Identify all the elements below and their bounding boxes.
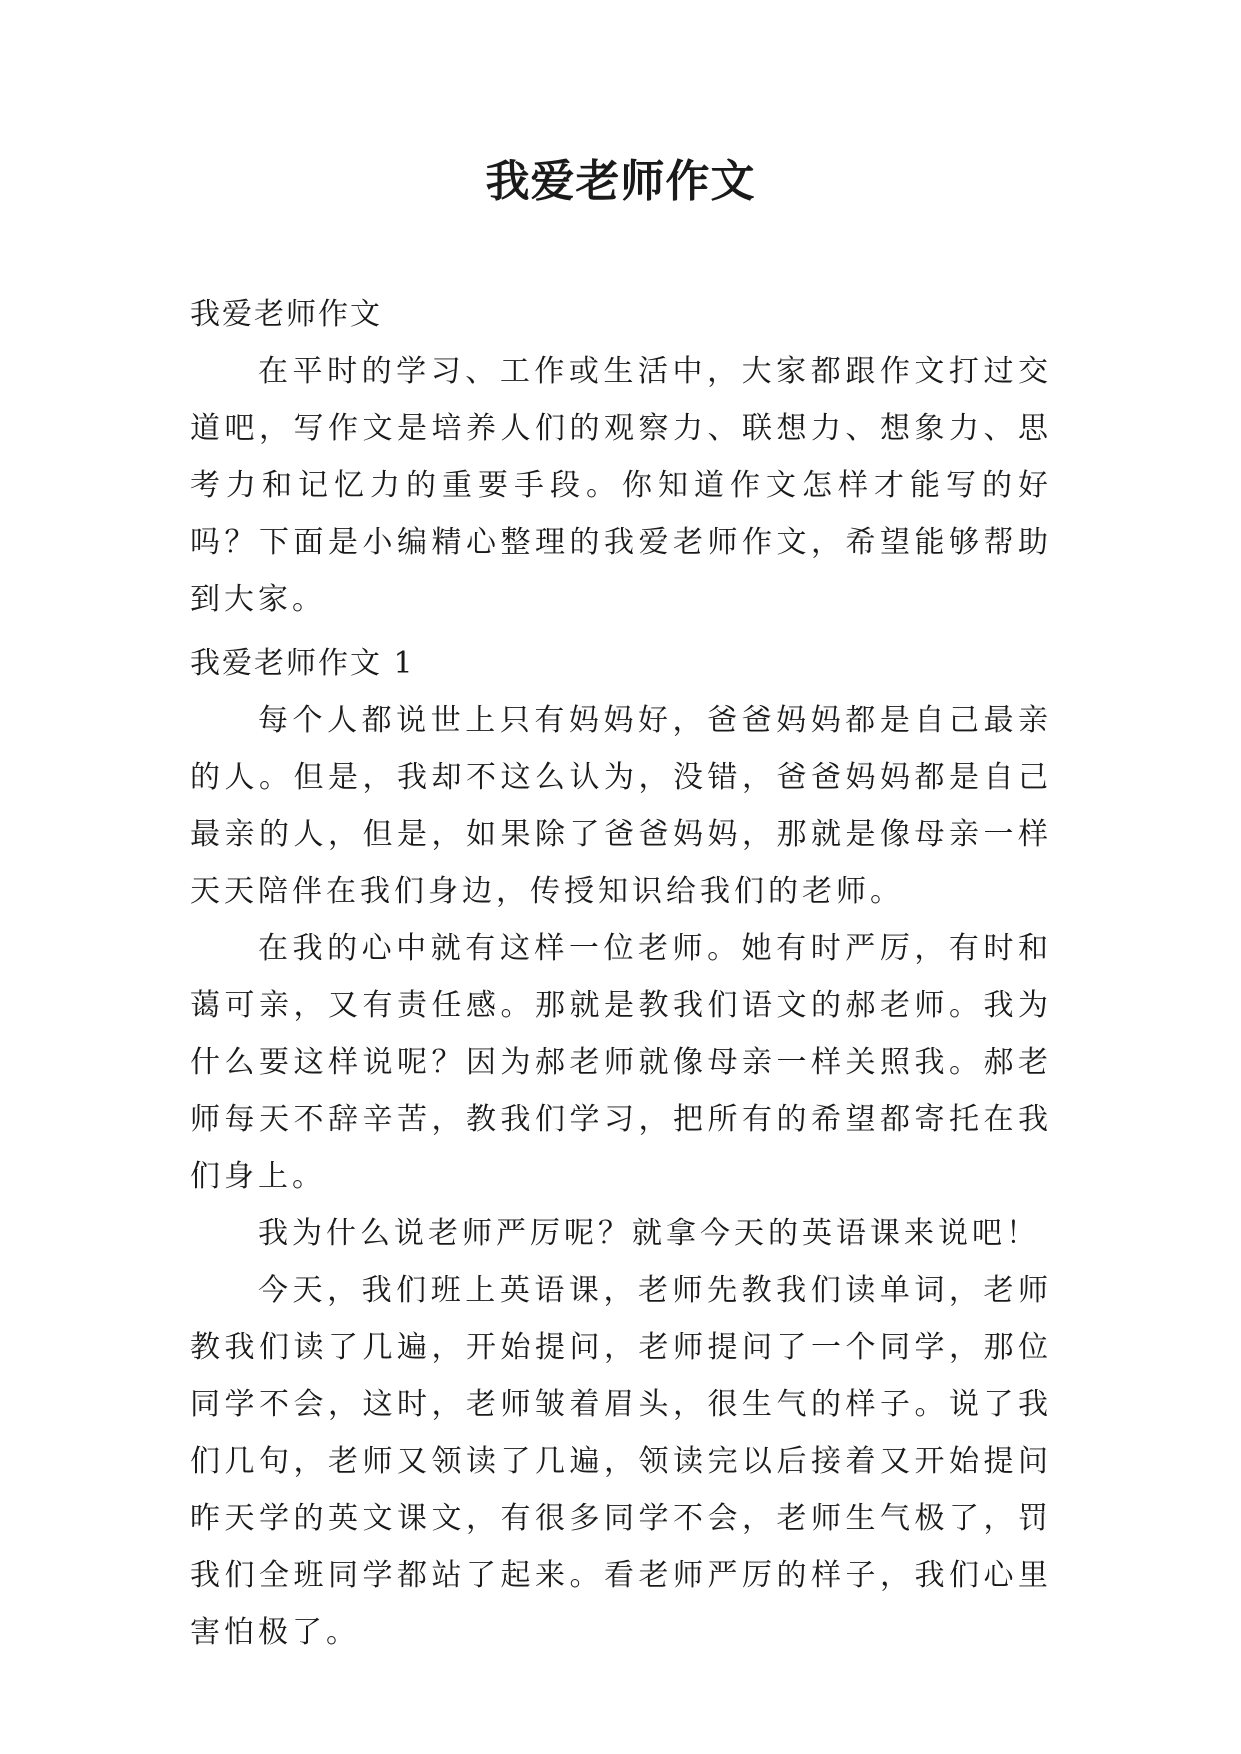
- intro-section: [190, 286, 1052, 628]
- essay-1-paragraph-4: 今天，我们班上英语课，老师先教我们读单词，老师教我们读了几遍，开始提问，老师提问了一个同学，那位同学不会，这时，老师皱着眉头，很生气的样子。说了我们几句，老师又领读了几遍，领读完以后接着又开始提问昨天学的英文课文，有很多同学不会，老师生气极了，罚我们全班同学都站了起来。看老师严厉的样子，我们心里害怕极了。: [190, 1273, 1052, 1650]
- essay-1-heading: 我爱老师作文 1: [190, 646, 415, 681]
- intro-paragraph: 在平时的学习、工作或生活中，大家都跟作文打过交道吧，写作文是培养人们的观察力、联想力、想象力、思考力和记忆力的重要手段。你知道作文怎样才能写的好吗？下面是小编精心整理的我爱老师作文，希望能够帮助到大家。: [190, 354, 1052, 617]
- essay-1-paragraph-3: 我为什么说老师严厉呢？就拿今天的英语课来说吧！: [258, 1216, 1040, 1251]
- essay-1-paragraph-2: 在我的心中就有这样一位老师。她有时严厉，有时和蔼可亲，又有责任感。那就是教我们语文的郝老师。我为什么要这样说呢？因为郝老师就像母亲一样关照我。郝老师每天不辞辛苦，教我们学习，把所有的希望都寄托在我们身上。: [190, 931, 1052, 1194]
- essay-1-paragraph-1: 每个人都说世上只有妈妈好，爸爸妈妈都是自己最亲的人。但是，我却不这么认为，没错，爸爸妈妈都是自己最亲的人，但是，如果除了爸爸妈妈，那就是像母亲一样天天陪伴在我们身边，传授知识给我们的老师。: [190, 703, 1052, 909]
- intro-heading: 我爱老师作文: [190, 297, 382, 332]
- document-title: 我爱老师作文: [485, 156, 756, 207]
- essay-1-section: [190, 635, 1052, 1661]
